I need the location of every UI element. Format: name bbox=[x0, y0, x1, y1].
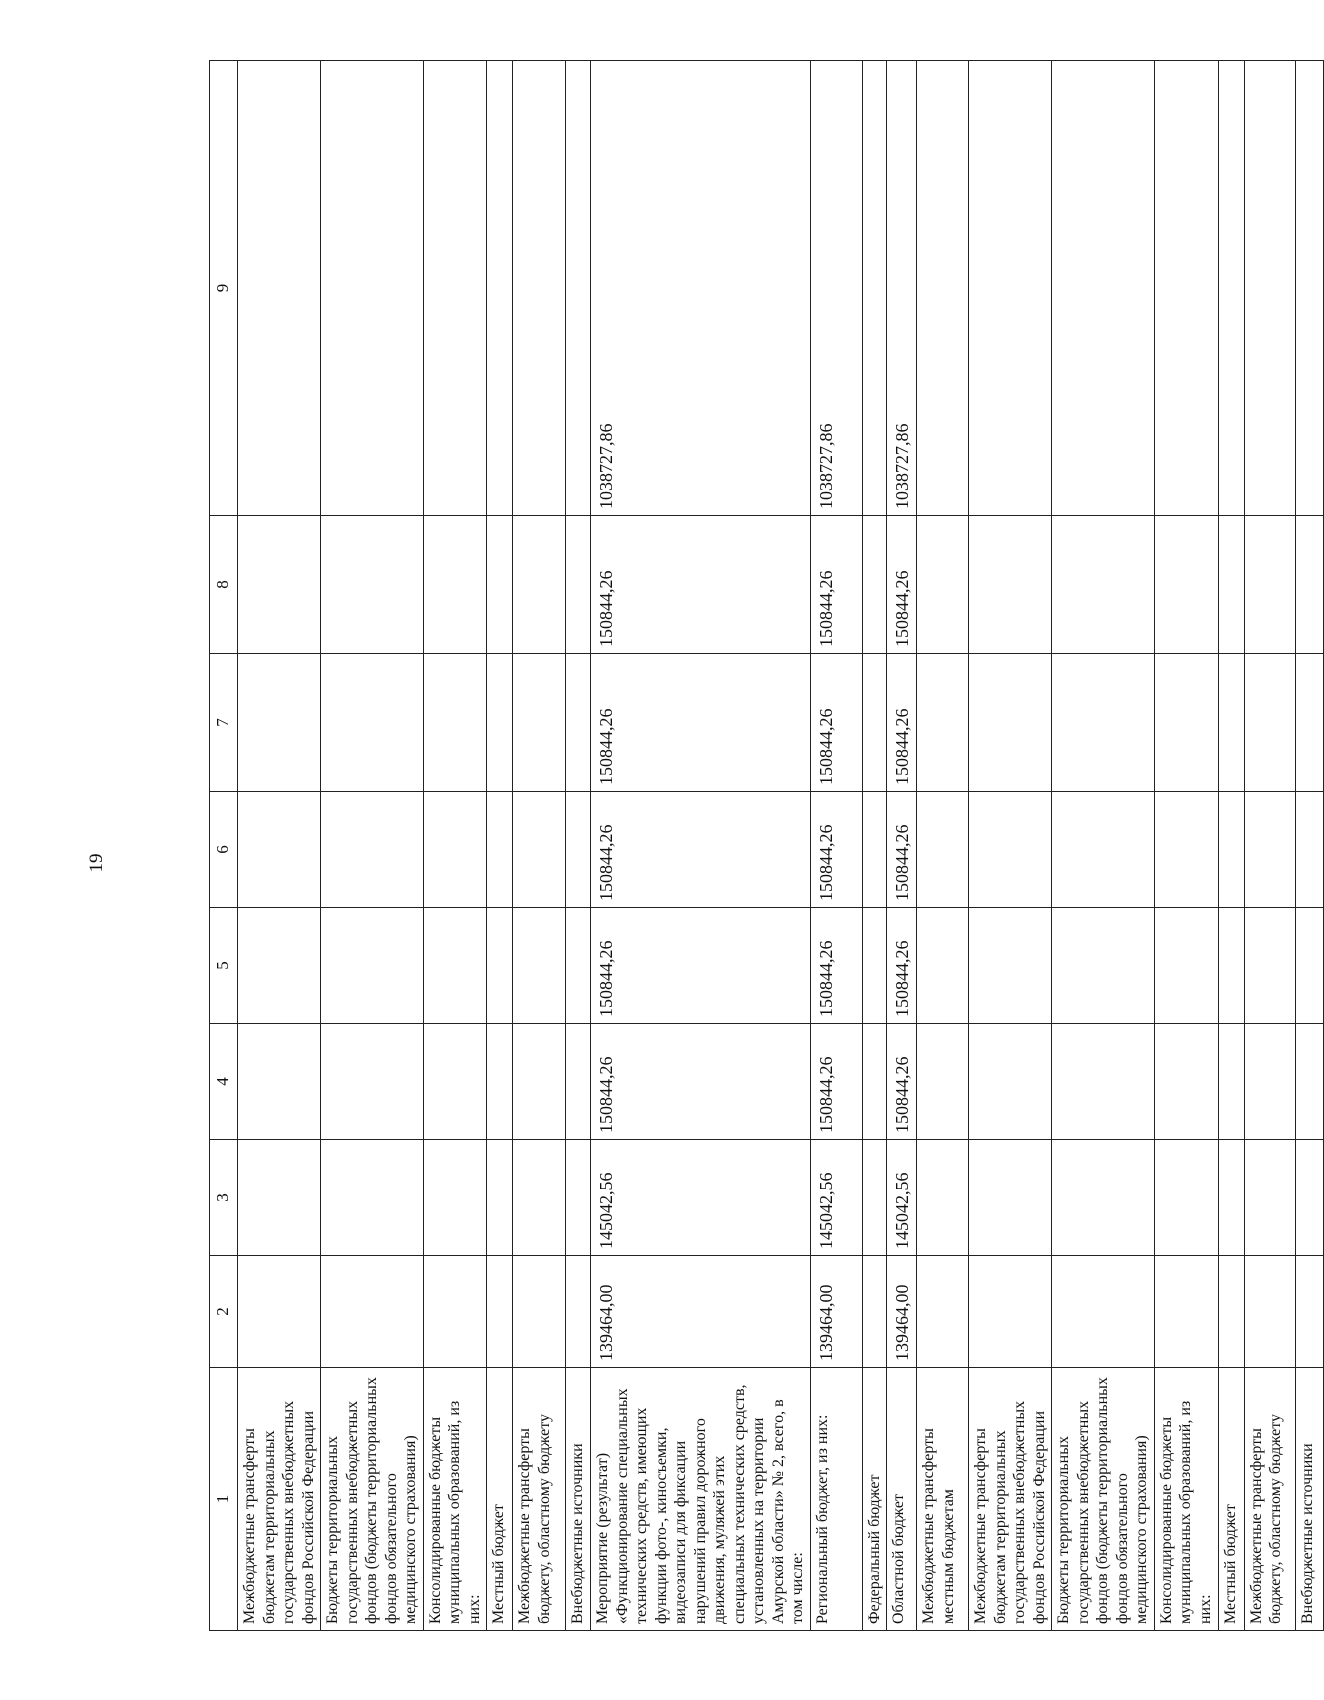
value-cell: 150844,26 bbox=[810, 908, 862, 1024]
row-label-cell: Бюджеты территориальных государственных внебюджетных фондов (бюджеты территориальных фондов обязательного медицинского страхования) bbox=[1052, 1368, 1155, 1631]
value-cell bbox=[513, 654, 566, 792]
value-cell bbox=[862, 61, 887, 516]
value-cell bbox=[1244, 516, 1295, 654]
table-row bbox=[423, 61, 487, 1631]
table-row bbox=[1218, 61, 1244, 1631]
value-cell bbox=[238, 1140, 321, 1256]
value-cell bbox=[1218, 1256, 1244, 1368]
value-cell: 150844,26 bbox=[591, 1024, 811, 1140]
value-cell bbox=[513, 908, 566, 1024]
value-cell bbox=[321, 792, 424, 908]
value-cell bbox=[1052, 61, 1155, 516]
value-cell bbox=[566, 792, 591, 908]
value-cell bbox=[1244, 61, 1295, 516]
value-cell bbox=[423, 1140, 487, 1256]
value-cell bbox=[1218, 1140, 1244, 1256]
row-label-cell: Местный бюджет bbox=[1218, 1368, 1244, 1631]
table-row bbox=[1295, 61, 1323, 1631]
value-cell bbox=[917, 1140, 969, 1256]
value-cell bbox=[1218, 61, 1244, 516]
value-cell bbox=[423, 1024, 487, 1140]
row-label-cell: Внебюджетные источники bbox=[1295, 1368, 1323, 1631]
value-cell: 150844,26 bbox=[810, 792, 862, 908]
value-cell: 1038727,86 bbox=[810, 61, 862, 516]
value-cell bbox=[1218, 1024, 1244, 1140]
value-cell: 150844,26 bbox=[887, 908, 917, 1024]
table-row bbox=[862, 61, 887, 1631]
table-row bbox=[1052, 61, 1155, 1631]
value-cell bbox=[566, 61, 591, 516]
value-cell bbox=[238, 516, 321, 654]
value-cell bbox=[1295, 516, 1323, 654]
value-cell bbox=[238, 654, 321, 792]
value-cell: 150844,26 bbox=[810, 516, 862, 654]
value-cell bbox=[513, 516, 566, 654]
value-cell bbox=[917, 1256, 969, 1368]
value-cell bbox=[238, 61, 321, 516]
value-cell: 150844,26 bbox=[591, 516, 811, 654]
value-cell bbox=[1295, 1140, 1323, 1256]
value-cell bbox=[238, 792, 321, 908]
value-cell bbox=[862, 792, 887, 908]
column-header: 7 bbox=[210, 654, 238, 792]
value-cell bbox=[1154, 61, 1218, 516]
value-cell bbox=[321, 516, 424, 654]
row-label-cell: Межбюджетные трансферты бюджетам территориальных государственных внебюджетных фондов Российской Федерации bbox=[969, 1368, 1052, 1631]
value-cell bbox=[917, 908, 969, 1024]
value-cell bbox=[1218, 908, 1244, 1024]
value-cell bbox=[1295, 1256, 1323, 1368]
value-cell bbox=[423, 516, 487, 654]
value-cell bbox=[1052, 792, 1155, 908]
table-row bbox=[1244, 61, 1295, 1631]
value-cell bbox=[969, 1256, 1052, 1368]
value-cell bbox=[917, 792, 969, 908]
column-header: 4 bbox=[210, 1024, 238, 1140]
row-label-cell: Межбюджетные трансферты бюджету, областному бюджету bbox=[1244, 1368, 1295, 1631]
value-cell bbox=[513, 1024, 566, 1140]
page-number: 19 bbox=[86, 853, 107, 873]
column-header: 3 bbox=[210, 1140, 238, 1256]
value-cell: 150844,26 bbox=[591, 908, 811, 1024]
value-cell bbox=[1244, 654, 1295, 792]
value-cell bbox=[1218, 654, 1244, 792]
value-cell bbox=[1154, 1256, 1218, 1368]
value-cell: 1038727,86 bbox=[887, 61, 917, 516]
value-cell bbox=[1295, 792, 1323, 908]
column-header: 8 bbox=[210, 516, 238, 654]
value-cell: 145042,56 bbox=[810, 1140, 862, 1256]
value-cell bbox=[1218, 792, 1244, 908]
table-row bbox=[566, 61, 591, 1631]
value-cell bbox=[1154, 908, 1218, 1024]
value-cell bbox=[862, 1140, 887, 1256]
table-container bbox=[209, 161, 1316, 1631]
table-row bbox=[969, 61, 1052, 1631]
value-cell bbox=[1244, 908, 1295, 1024]
table-row bbox=[887, 61, 917, 1631]
row-label-cell: Областной бюджет bbox=[887, 1368, 917, 1631]
value-cell bbox=[487, 516, 513, 654]
value-cell bbox=[969, 654, 1052, 792]
value-cell bbox=[1218, 516, 1244, 654]
value-cell bbox=[238, 1024, 321, 1140]
row-label-cell: Консолидированные бюджеты муниципальных образований, из них: bbox=[1154, 1368, 1218, 1631]
value-cell bbox=[513, 1140, 566, 1256]
value-cell bbox=[238, 908, 321, 1024]
column-header: 6 bbox=[210, 792, 238, 908]
value-cell bbox=[513, 61, 566, 516]
value-cell bbox=[917, 654, 969, 792]
value-cell bbox=[917, 1024, 969, 1140]
value-cell: 150844,26 bbox=[591, 792, 811, 908]
value-cell: 139464,00 bbox=[591, 1256, 811, 1368]
column-header: 1 bbox=[210, 1368, 238, 1631]
value-cell bbox=[1052, 1256, 1155, 1368]
value-cell bbox=[1295, 908, 1323, 1024]
row-label-cell: Бюджеты территориальных государственных внебюджетных фондов (бюджеты территориальных фондов обязательного медицинского страхования) bbox=[321, 1368, 424, 1631]
value-cell bbox=[969, 1140, 1052, 1256]
table-row bbox=[487, 61, 513, 1631]
value-cell bbox=[1244, 792, 1295, 908]
row-label-cell: Внебюджетные источники bbox=[566, 1368, 591, 1631]
budget-table bbox=[209, 60, 1324, 1631]
value-cell bbox=[969, 516, 1052, 654]
value-cell bbox=[487, 61, 513, 516]
value-cell bbox=[566, 654, 591, 792]
value-cell bbox=[862, 1256, 887, 1368]
value-cell bbox=[321, 1024, 424, 1140]
value-cell: 150844,26 bbox=[887, 1024, 917, 1140]
value-cell bbox=[513, 1256, 566, 1368]
value-cell bbox=[862, 654, 887, 792]
value-cell: 150844,26 bbox=[591, 654, 811, 792]
value-cell bbox=[321, 1140, 424, 1256]
table-row bbox=[591, 61, 811, 1631]
value-cell bbox=[487, 654, 513, 792]
table-row bbox=[238, 61, 321, 1631]
table-row bbox=[810, 61, 862, 1631]
value-cell: 150844,26 bbox=[810, 1024, 862, 1140]
value-cell: 145042,56 bbox=[591, 1140, 811, 1256]
table-row bbox=[321, 61, 424, 1631]
value-cell bbox=[1295, 654, 1323, 792]
value-cell bbox=[566, 1140, 591, 1256]
row-label-cell: Региональный бюджет, из них: bbox=[810, 1368, 862, 1631]
column-header: 2 bbox=[210, 1256, 238, 1368]
header-row bbox=[210, 61, 238, 1631]
value-cell bbox=[1295, 1024, 1323, 1140]
value-cell: 150844,26 bbox=[887, 516, 917, 654]
value-cell bbox=[1052, 654, 1155, 792]
value-cell bbox=[238, 1256, 321, 1368]
value-cell bbox=[423, 61, 487, 516]
value-cell bbox=[321, 1256, 424, 1368]
value-cell bbox=[321, 654, 424, 792]
table-row bbox=[1154, 61, 1218, 1631]
value-cell bbox=[566, 1024, 591, 1140]
value-cell bbox=[969, 1024, 1052, 1140]
row-label-cell: Мероприятие (результат) «Функционирование специальных технических средств, имеющих функции фото-, киносъемки, видеозаписи для фиксации нарушений правил дорожного движения, муляжей этих специальных технических средств, установленных на территории Амурской области» № 2, всего, в том числе: bbox=[591, 1368, 811, 1631]
row-label-cell: Федеральный бюджет bbox=[862, 1368, 887, 1631]
value-cell bbox=[1244, 1024, 1295, 1140]
value-cell bbox=[566, 1256, 591, 1368]
column-header: 5 bbox=[210, 908, 238, 1024]
value-cell bbox=[969, 908, 1052, 1024]
value-cell bbox=[423, 908, 487, 1024]
value-cell: 150844,26 bbox=[887, 792, 917, 908]
value-cell bbox=[1295, 61, 1323, 516]
value-cell bbox=[862, 516, 887, 654]
value-cell bbox=[487, 908, 513, 1024]
value-cell bbox=[1052, 1140, 1155, 1256]
value-cell bbox=[969, 792, 1052, 908]
value-cell bbox=[487, 792, 513, 908]
value-cell bbox=[862, 908, 887, 1024]
value-cell bbox=[423, 654, 487, 792]
value-cell bbox=[1244, 1256, 1295, 1368]
value-cell bbox=[1154, 1140, 1218, 1256]
value-cell bbox=[1052, 516, 1155, 654]
value-cell bbox=[487, 1140, 513, 1256]
value-cell bbox=[1154, 1024, 1218, 1140]
value-cell: 145042,56 bbox=[887, 1140, 917, 1256]
value-cell bbox=[487, 1024, 513, 1140]
value-cell: 150844,26 bbox=[810, 654, 862, 792]
value-cell bbox=[1154, 654, 1218, 792]
value-cell bbox=[917, 516, 969, 654]
value-cell bbox=[917, 61, 969, 516]
value-cell bbox=[1244, 1140, 1295, 1256]
value-cell bbox=[423, 792, 487, 908]
value-cell bbox=[1154, 516, 1218, 654]
value-cell bbox=[1052, 1024, 1155, 1140]
value-cell bbox=[1052, 908, 1155, 1024]
row-label-cell: Местный бюджет bbox=[487, 1368, 513, 1631]
value-cell bbox=[487, 1256, 513, 1368]
value-cell bbox=[513, 792, 566, 908]
value-cell bbox=[321, 61, 424, 516]
value-cell bbox=[423, 1256, 487, 1368]
value-cell bbox=[566, 516, 591, 654]
value-cell bbox=[862, 1024, 887, 1140]
row-label-cell: Консолидированные бюджеты муниципальных образований, из них: bbox=[423, 1368, 487, 1631]
value-cell bbox=[321, 908, 424, 1024]
value-cell: 150844,26 bbox=[887, 654, 917, 792]
column-header: 9 bbox=[210, 61, 238, 516]
value-cell: 139464,00 bbox=[810, 1256, 862, 1368]
row-label-cell: Межбюджетные трансферты бюджетам территориальных государственных внебюджетных фондов Российской Федерации bbox=[238, 1368, 321, 1631]
table-row bbox=[513, 61, 566, 1631]
row-label-cell: Межбюджетные трансферты местным бюджетам bbox=[917, 1368, 969, 1631]
value-cell bbox=[566, 908, 591, 1024]
value-cell bbox=[1154, 792, 1218, 908]
table-row bbox=[917, 61, 969, 1631]
row-label-cell: Межбюджетные трансферты бюджету, областному бюджету bbox=[513, 1368, 566, 1631]
value-cell bbox=[969, 61, 1052, 516]
value-cell: 139464,00 bbox=[887, 1256, 917, 1368]
value-cell: 1038727,86 bbox=[591, 61, 811, 516]
